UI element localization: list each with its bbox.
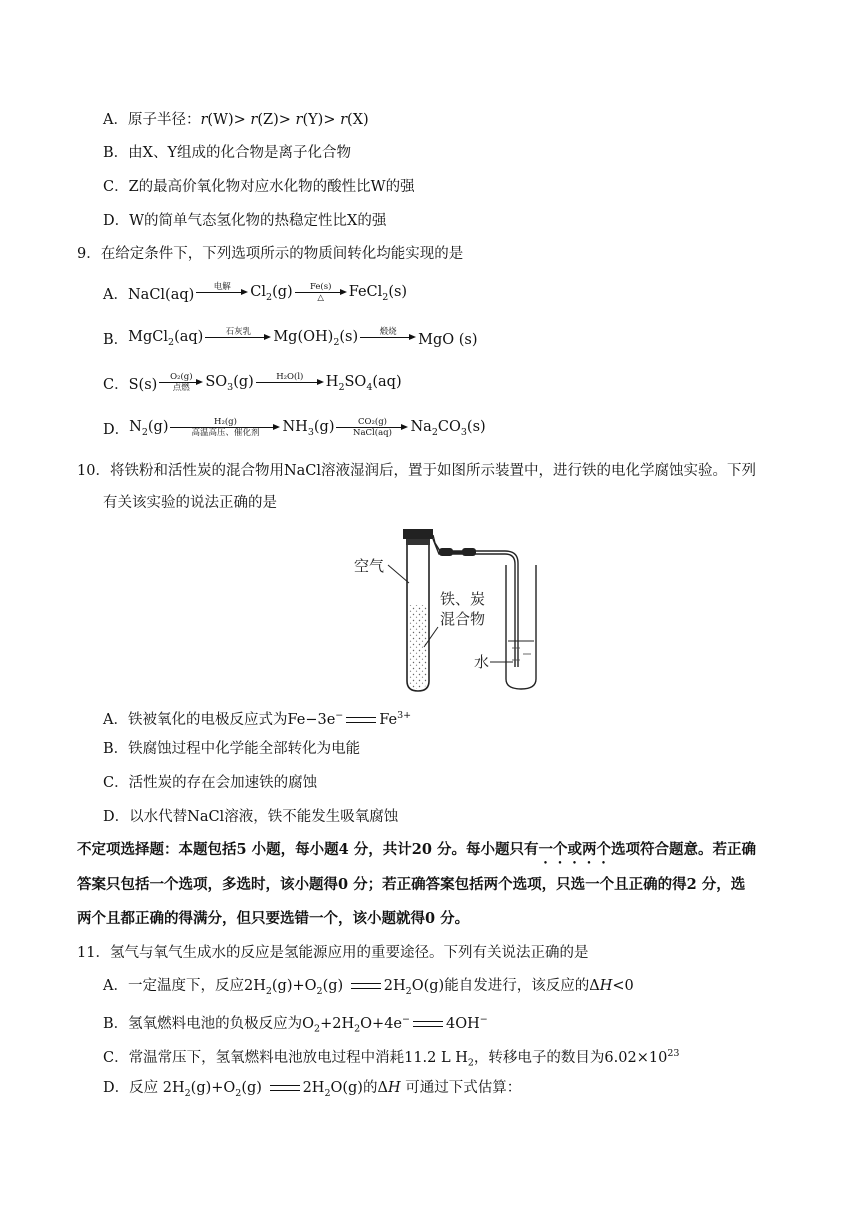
q10-option-c: C．活性炭的存在会加速铁的腐蚀 [103,775,318,791]
enthalpy-symbol: H [387,1080,401,1096]
formula: SO [205,374,228,390]
formula: O+4e [360,1015,403,1032]
q11-option-d [103,1078,521,1104]
superscript: 3+ [397,710,412,721]
state: (s) [339,329,359,345]
arrow-condition-bottom: △ [317,292,324,303]
state: (aq) [372,374,402,390]
option-text: ，转移电子的数目为6.02×10 [473,1049,668,1066]
radius-z: (Z)> [257,112,296,128]
subscript: 2 [235,1087,242,1099]
label-water: 水 [474,653,490,671]
reactant [129,417,168,443]
q10-option-a [103,706,411,730]
option-text: C．常温常压下，氢氧燃料电池放电过程中消耗11.2 L H [103,1049,468,1066]
subscript: 2 [184,1087,191,1099]
product [410,417,485,443]
arrow-condition-top: 电解 [213,281,231,292]
q9-option-d [103,417,486,443]
intermediate [273,327,358,353]
q10-option-b: B．铁腐蚀过程中化学能全部转化为电能 [103,741,361,757]
q10-stem-line1: 10．将铁粉和活性炭的混合物用NaCl溶液湿润后，置于如图所示装置中，进行铁的电化学腐蚀实验。下列 [77,463,757,479]
formula: (g) [322,978,348,994]
reaction-arrow [170,418,280,438]
q9-stem: 9．在给定条件下，下列选项所示的物质间转化均能实现的是 [77,246,464,262]
r-symbol: r [200,112,208,128]
subscript: 3 [460,426,467,438]
q10-option-d: D．以水代替NaCl溶液，铁不能发生吸氧腐蚀 [103,809,399,825]
formula: Mg(OH) [273,329,334,345]
radius-x: (X) [347,112,369,128]
arrow-condition-top: 石灰乳 [225,326,252,337]
intermediate [250,282,292,308]
superscript: − [402,1014,410,1025]
option-text: B．氢氧燃料电池的负极反应为O [103,1015,315,1032]
formula: FeCl [348,284,383,300]
equals-sign [351,983,381,989]
subscript: 2 [316,985,323,997]
option-text: O(g)能自发进行，该反应的Δ [411,978,600,994]
air-pointer [388,565,409,583]
option-label: B． [103,331,129,348]
label-air: 空气 [354,557,385,575]
arrow-condition-top: Fe(s) [309,281,332,292]
q9-option-b [103,327,478,353]
q11-option-b [103,1010,488,1040]
formula: NH [282,419,308,435]
enthalpy-symbol: H [599,978,613,994]
arrow-condition-bottom: 点燃 [172,382,190,393]
intermediate [205,372,253,398]
state: (g) [233,374,254,390]
arrow-condition-bottom: 高温高压、催化剂 [191,427,260,438]
arrow-condition-top: CO₂(g) [358,416,387,427]
q8-option-d: D．W的简单气态氢化物的热稳定性比X的强 [103,213,387,229]
subscript: 2 [431,426,438,438]
option-label: A． [103,286,128,303]
radius-y: (Y)> [302,112,341,128]
label-mixture: 混合物 [440,610,486,628]
subscript: 2 [265,985,272,997]
reaction-arrow [336,418,408,438]
section-instructions-line3: 两个且都正确的得满分，但只要选错一个，该小题就得0 分。 [77,910,470,927]
subscript: 2 [314,1023,321,1035]
arrow-condition-top: H₂(g) [214,416,237,427]
superscript: − [335,710,344,721]
formula: CO [437,419,461,435]
state: (aq) [174,329,204,345]
formula: H [325,374,339,390]
product [349,282,407,308]
apparatus-diagram [340,523,560,695]
reaction-arrow [256,373,324,393]
formula: Fe [379,711,398,728]
state: (g) [147,419,169,435]
superscript: 23 [667,1048,680,1059]
subscript: 4 [366,381,373,393]
arrow-condition-top: O₂(g) [170,371,193,382]
r-symbol: r [340,112,348,128]
reactant: S(s) [128,376,158,393]
q9-option-a [103,282,407,308]
formula: +2H [320,1015,355,1032]
option-text: O(g)的Δ [330,1080,388,1096]
test-tube-small [506,565,536,689]
superscript: − [479,1014,488,1025]
formula: N [129,419,142,435]
r-symbol: r [250,112,258,128]
formula: (g)+O [271,978,317,994]
state: (g) [313,419,335,435]
test-tube-large [403,529,433,691]
formula: 2H [302,1080,325,1096]
r-symbol: r [295,112,303,128]
arrow-condition-bottom: NaCl(aq) [353,427,392,438]
reaction-arrow [295,283,347,303]
intermediate [282,417,334,443]
arrow-condition-top: H₂O(l) [276,371,304,382]
radius-w: (W)> [207,112,251,128]
subscript: 2 [324,1087,331,1099]
q9-option-c [103,372,402,398]
q11-option-a [103,976,634,1002]
subscript: 2 [354,1023,361,1035]
label-iron-carbon: 铁、炭 [440,590,486,608]
formula: SO [344,374,367,390]
formula: (g)+O [190,1080,236,1096]
option-text: D．反应 2H [103,1080,185,1096]
arrow-condition-top: 煅烧 [379,326,397,337]
reaction-arrow [196,283,248,303]
subscript: 2 [168,336,175,348]
formula: MgCl [128,329,169,345]
equals-sign [270,1085,300,1091]
equals-sign [346,717,376,723]
q11-option-c [103,1044,679,1074]
formula: Cl [250,284,267,300]
q8-option-c: C．Z的最高价氧化物对应水化物的酸性比W的强 [103,179,415,195]
formula: 4OH [445,1015,480,1032]
subscript: 2 [338,381,345,393]
instruction-text: 选项符合题意。若正确 [611,841,756,858]
subscript: 2 [333,336,340,348]
reaction-arrow [205,328,271,348]
reaction-arrow [159,373,203,393]
product: MgO (s) [418,331,478,348]
q11-stem: 11．氢气与氧气生成水的反应是氢能源应用的重要途径。下列有关说法正确的是 [77,945,589,961]
reactant [128,327,203,353]
subscript: 2 [467,1057,474,1069]
state: (s) [466,419,486,435]
section-instructions-line2: 答案只包括一个选项，多选时，该小题得0 分；若正确答案包括两个选项，只选一个且正确的得2 分，选 [77,876,746,893]
state: (g) [272,284,293,300]
q10-option-a-text: A．铁被氧化的电极反应式为Fe−3e [103,711,336,728]
instruction-text: 不定项选择题：本题包括5 小题，每小题4 分，共计20 分。每小题只有 [77,841,539,858]
subscript: 2 [382,291,389,303]
formula: (g) [241,1080,267,1096]
emphasis-text: 一个或两个 [538,841,611,858]
subscript: 3 [227,381,234,393]
product [326,372,402,398]
option-text: 可通过下式估算： [400,1080,522,1096]
subscript: 2 [405,985,412,997]
option-label: C． [103,376,129,393]
q8-option-b: B．由X、Y组成的化合物是离子化合物 [103,145,352,161]
formula: 2H [383,978,406,994]
q8-option-a [103,110,369,130]
option-label: D． [103,421,130,438]
option-text: A．一定温度下，反应2H [103,978,266,994]
equals-sign [413,1021,443,1027]
option-text: <0 [612,978,634,994]
corrosion-apparatus-figure [340,523,560,699]
section-instructions-line1 [77,840,756,867]
state: (s) [388,284,408,300]
q8-option-a-text: A．原子半径： [103,112,201,128]
subscript: 2 [141,426,148,438]
reaction-arrow [360,328,416,348]
subscript: 2 [266,291,273,303]
reactant: NaCl(aq) [127,286,195,303]
formula: Na [410,419,432,435]
subscript: 3 [307,426,314,438]
q10-stem-line2: 有关该实验的说法正确的是 [103,495,277,511]
